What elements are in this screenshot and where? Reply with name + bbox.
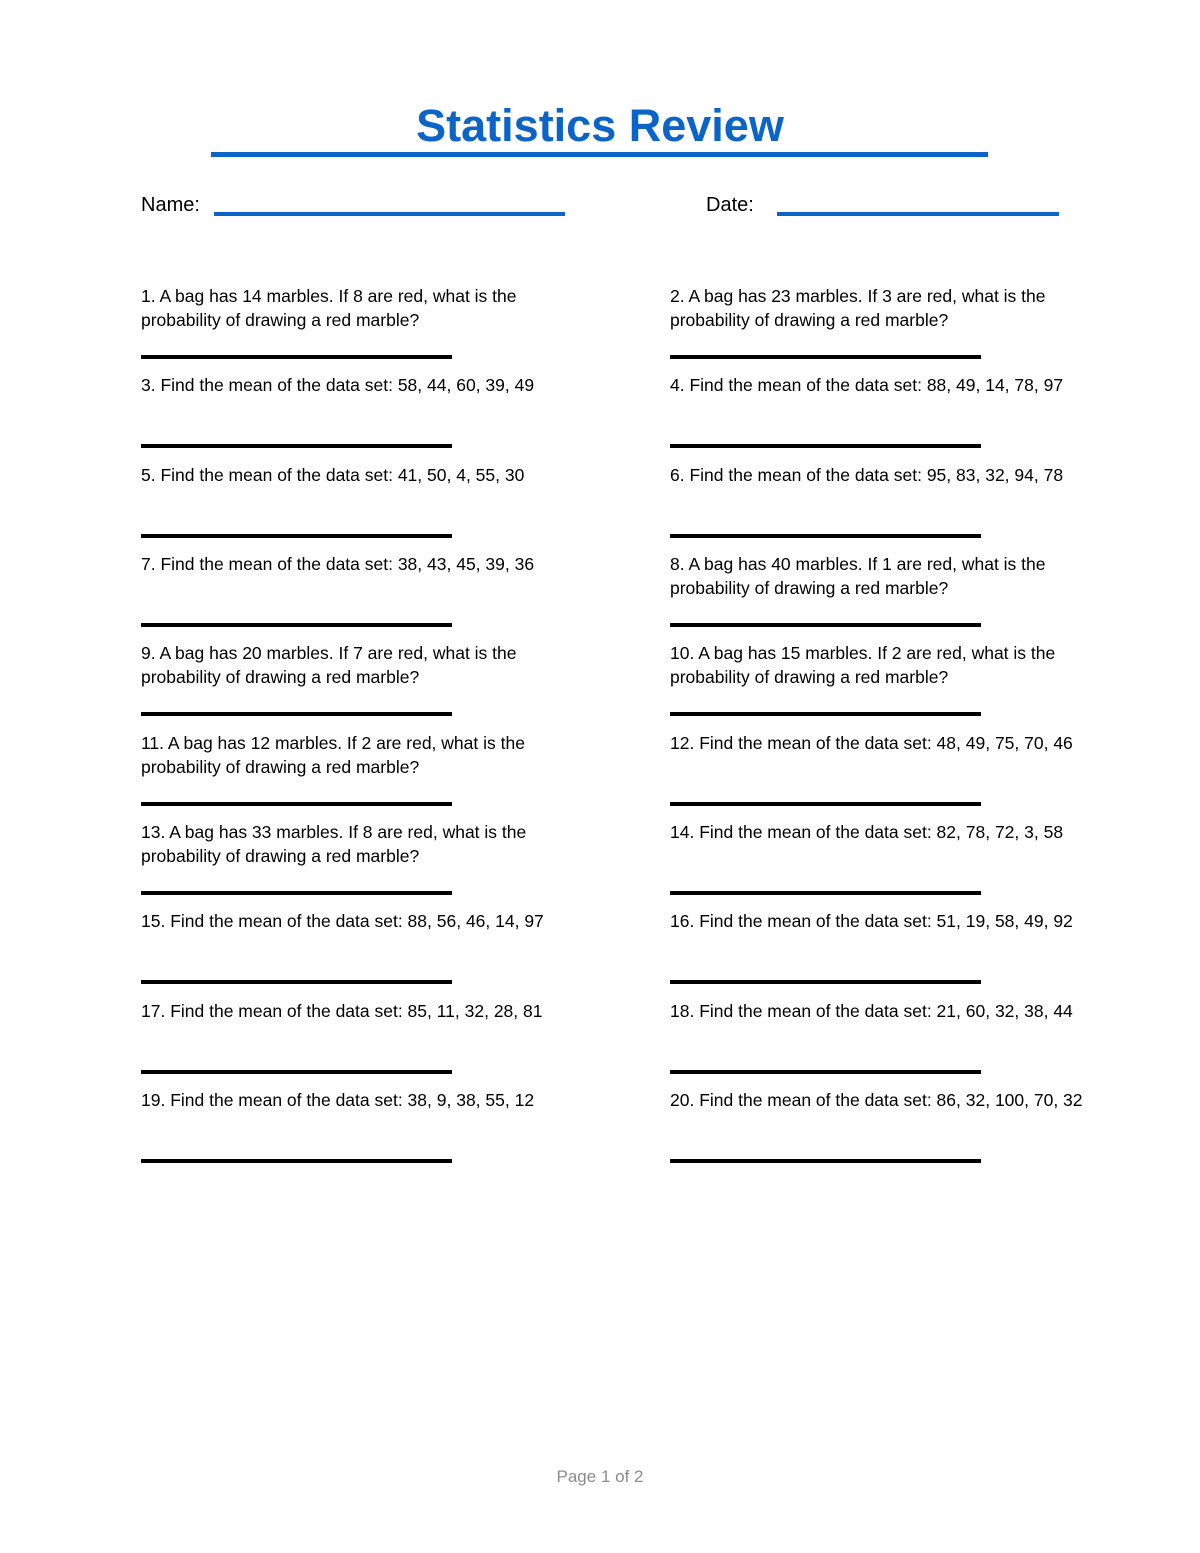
title-underline: [211, 152, 988, 157]
answer-line-10[interactable]: [670, 712, 981, 716]
page-title: Statistics Review: [416, 100, 784, 151]
answer-line-2[interactable]: [670, 355, 981, 359]
question-11: 11. A bag has 12 marbles. If 2 are red, what is the probability of drawing a red marble?: [141, 733, 525, 777]
answer-line-5[interactable]: [141, 534, 452, 538]
answer-line-12[interactable]: [670, 802, 981, 806]
answer-line-9[interactable]: [141, 712, 452, 716]
answer-line-1[interactable]: [141, 355, 452, 359]
name-label: Name:: [141, 194, 200, 216]
answer-line-11[interactable]: [141, 802, 452, 806]
question-18: 18. Find the mean of the data set: 21, 60, 32, 38, 44: [670, 1001, 1073, 1021]
question-9: 9. A bag has 20 marbles. If 7 are red, what is the probability of drawing a red marble?: [141, 643, 517, 687]
date-field[interactable]: [777, 212, 1059, 216]
question-19: 19. Find the mean of the data set: 38, 9, 38, 55, 12: [141, 1090, 535, 1110]
question-14: 14. Find the mean of the data set: 82, 78, 72, 3, 58: [670, 822, 1064, 842]
question-3: 3. Find the mean of the data set: 58, 44, 60, 39, 49: [141, 375, 535, 395]
answer-line-15[interactable]: [141, 980, 452, 984]
question-15: 15. Find the mean of the data set: 88, 56, 46, 14, 97: [141, 911, 544, 931]
question-7: 7. Find the mean of the data set: 38, 43, 45, 39, 36: [141, 554, 535, 574]
question-5: 5. Find the mean of the data set: 41, 50, 4, 55, 30: [141, 465, 525, 485]
answer-line-18[interactable]: [670, 1070, 981, 1074]
answer-line-8[interactable]: [670, 623, 981, 627]
answer-line-19[interactable]: [141, 1159, 452, 1163]
question-8: 8. A bag has 40 marbles. If 1 are red, what is the probability of drawing a red marble?: [670, 554, 1046, 598]
name-field[interactable]: [214, 212, 565, 216]
question-2: 2. A bag has 23 marbles. If 3 are red, what is the probability of drawing a red marble?: [670, 286, 1046, 330]
question-13: 13. A bag has 33 marbles. If 8 are red, what is the probability of drawing a red marble?: [141, 822, 527, 866]
answer-line-6[interactable]: [670, 534, 981, 538]
question-20: 20. Find the mean of the data set: 86, 32, 100, 70, 32: [670, 1090, 1083, 1110]
answer-line-17[interactable]: [141, 1070, 452, 1074]
question-6: 6. Find the mean of the data set: 95, 83, 32, 94, 78: [670, 465, 1064, 485]
question-16: 16. Find the mean of the data set: 51, 19, 58, 49, 92: [670, 911, 1073, 931]
answer-line-13[interactable]: [141, 891, 452, 895]
question-12: 12. Find the mean of the data set: 48, 49, 75, 70, 46: [670, 733, 1073, 753]
question-10: 10. A bag has 15 marbles. If 2 are red, what is the probability of drawing a red marble?: [670, 643, 1056, 687]
answer-line-20[interactable]: [670, 1159, 981, 1163]
question-17: 17. Find the mean of the data set: 85, 11, 32, 28, 81: [141, 1001, 543, 1021]
answer-line-4[interactable]: [670, 444, 981, 448]
answer-line-3[interactable]: [141, 444, 452, 448]
answer-line-7[interactable]: [141, 623, 452, 627]
page-number: Page 1 of 2: [556, 1467, 644, 1486]
question-1: 1. A bag has 14 marbles. If 8 are red, what is the probability of drawing a red marble?: [141, 286, 517, 330]
answer-line-16[interactable]: [670, 980, 981, 984]
date-label: Date:: [706, 194, 754, 216]
question-4: 4. Find the mean of the data set: 88, 49, 14, 78, 97: [670, 375, 1064, 395]
answer-line-14[interactable]: [670, 891, 981, 895]
